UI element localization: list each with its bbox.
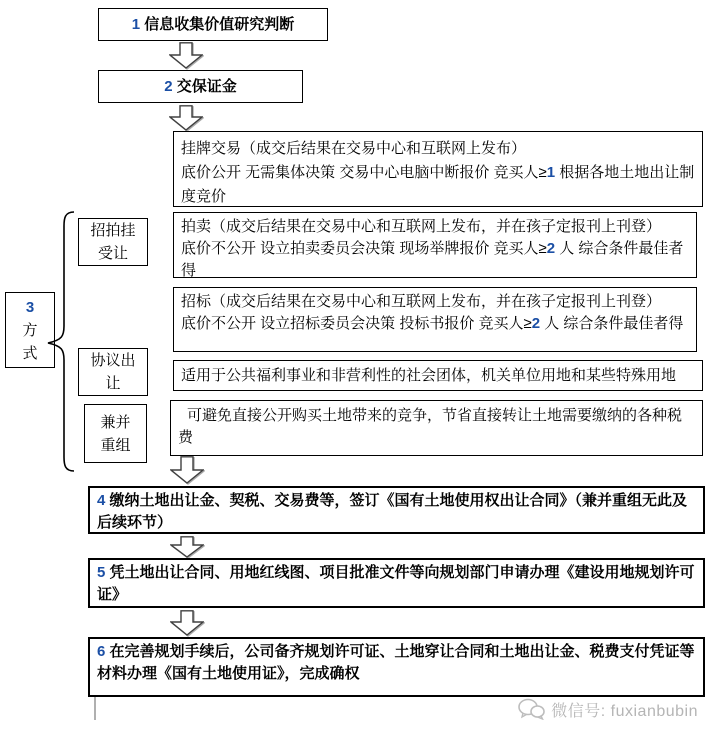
branch-zhaopaigua-line1: 招拍挂 <box>90 222 136 239</box>
tender-detail-pre: 底价不公开 设立招标委员会决策 投标书报价 竞买人≥ <box>181 315 532 332</box>
step5-label: 凭土地出让合同、用地红线图、项目批准文件等向规划部门申请办理《建设用地规划许可证》 <box>97 564 695 603</box>
step2-text <box>164 76 237 98</box>
auction-min-bidders: 2 <box>546 240 556 257</box>
listing-line1: 挂牌交易（成交后结果在交易中心和互联网上发布） <box>181 140 527 157</box>
step2-number: 2 <box>164 77 173 95</box>
step2-label: 交保证金 <box>176 77 237 95</box>
down-arrow-icon <box>170 456 204 484</box>
step4-label: 缴纳土地出让金、契税、交易费等，签订《国有土地使用权出让合同》（兼并重组无此及后续环节） <box>97 492 688 531</box>
tender-box <box>173 287 697 352</box>
merger-note-box <box>170 400 703 456</box>
watermark <box>470 696 698 722</box>
agreement-note-box <box>173 360 703 391</box>
step1-text <box>132 14 295 36</box>
branch-zhaopaigua-label <box>90 219 135 265</box>
auction-line1: 拍卖（成交后结果在交易中心和互联网上发布，并在孩子定报刊上刊登） <box>181 218 662 235</box>
tender-detail-post: 人 综合条件最佳者得 <box>540 315 684 332</box>
merger-note-text: 可避免直接公开购买土地带来的竞争，节省直接转让土地需要缴纳的各种税费 <box>178 407 683 446</box>
auction-detail-pre: 底价不公开 设立拍卖委员会决策 现场举牌报价 竞买人≥ <box>181 240 547 257</box>
branch-zhaopaigua-line2: 受让 <box>97 245 128 262</box>
auction-detail-post: 人 综合条件最佳者得 <box>181 240 684 279</box>
branch-jianbing-label <box>100 411 130 457</box>
wechat-icon <box>517 698 545 720</box>
down-arrow-icon <box>169 42 203 69</box>
methods-number: 3 <box>25 298 35 316</box>
branch-xieyi-line2: 让 <box>105 375 121 392</box>
down-arrow-icon <box>170 610 204 636</box>
step6-box <box>88 637 705 697</box>
branch-zhaopaigua-box <box>78 218 148 266</box>
watermark-label: 微信号: fuxianbubin <box>551 702 698 720</box>
down-arrow-icon <box>170 536 204 558</box>
branch-jianbing-line2: 重组 <box>100 436 131 454</box>
methods-label <box>22 296 37 365</box>
branch-jianbing-line1: 兼并 <box>100 413 131 431</box>
listing-detail-post: 根据各地土地出让制度竞价 <box>181 164 695 205</box>
step6-number: 6 <box>97 643 106 660</box>
tender-min-bidders: 2 <box>531 315 541 332</box>
divider-line <box>94 697 96 720</box>
step4-box <box>88 486 705 534</box>
methods-char2: 式 <box>22 344 38 362</box>
branch-jianbing-box <box>84 404 147 463</box>
step1-box <box>98 8 328 41</box>
methods-char1: 方 <box>22 321 38 339</box>
down-arrow-icon <box>169 105 203 131</box>
branch-xieyi-label <box>90 349 135 395</box>
tender-line1: 招标（成交后结果在交易中心和互联网上发布，并在孩子定报刊上刊登） <box>181 293 662 310</box>
agreement-note-text: 适用于公共福利事业和非营利性的社会团体，机关单位用地和某些特殊用地 <box>181 367 677 384</box>
listing-trade-box <box>173 131 703 207</box>
step4-number: 4 <box>97 492 106 509</box>
step6-label: 在完善规划手续后，公司备齐规划许可证、土地穿让合同和土地出让金、税费支付凭证等材料办理《国有土地使用证》，完成确权 <box>97 643 695 682</box>
listing-min-bidders: 1 <box>546 164 556 181</box>
step1-number: 1 <box>131 15 141 33</box>
curly-brace <box>40 210 78 478</box>
step1-label: 信息收集价值研究判断 <box>144 15 295 33</box>
step2-box <box>98 70 303 103</box>
branch-xieyi-box <box>78 348 148 396</box>
step5-number: 5 <box>97 564 106 581</box>
auction-box <box>173 212 697 278</box>
step5-box <box>88 558 705 608</box>
listing-detail-pre: 底价公开 无需集体决策 交易中心电脑中断报价 竞买人≥ <box>181 164 547 181</box>
branch-xieyi-line1: 协议出 <box>90 352 136 369</box>
